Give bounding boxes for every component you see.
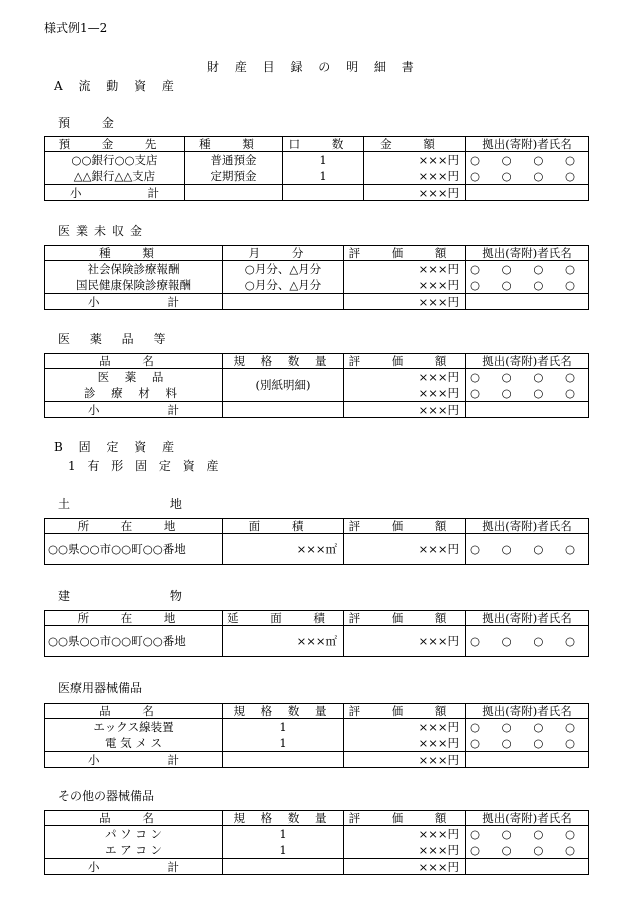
col-value: 評 価 額 xyxy=(344,611,466,626)
col-month: 月 分 xyxy=(223,246,344,261)
subtotal-label: 計 xyxy=(167,859,179,874)
item-name: エ ア コ ン xyxy=(105,843,162,857)
item-name: 電 気 メ ス xyxy=(105,736,162,750)
col-value: 評 価 額 xyxy=(344,354,466,369)
contributor-circles: ○ ○ ○ ○ xyxy=(469,262,585,276)
table-header-row xyxy=(45,246,589,261)
receivable-name: 国民健康保険診療報酬 xyxy=(76,278,191,292)
col-contributor: 拠出(寄附)者氏名 xyxy=(466,704,589,719)
receivable-month: ○月分、△月分 xyxy=(244,278,322,292)
bank-name: △△銀行△△支店 xyxy=(73,169,156,183)
item-qty: 1 xyxy=(279,827,287,841)
contributor-circles: ○ ○ ○ ○ xyxy=(469,827,585,841)
contributor-circles: ○ ○ ○ ○ xyxy=(469,153,585,167)
contributor-circles: ○ ○ ○ ○ xyxy=(469,370,585,384)
value: ×××円 xyxy=(418,386,459,400)
col-item: 品 名 xyxy=(45,811,223,826)
subtotal-label: 小 xyxy=(88,859,100,874)
subtotal-label: 計 xyxy=(147,185,159,200)
subtotal-label: 計 xyxy=(167,752,179,767)
contributor-circles: ○ ○ ○ ○ xyxy=(469,843,585,857)
form-id: 様式例1—2 xyxy=(44,21,108,35)
value: ×××円 xyxy=(418,736,459,750)
table-header-row xyxy=(45,811,589,826)
medicines-heading: 医 薬 品 等 xyxy=(58,332,174,346)
col-contributor: 拠出(寄附)者氏名 xyxy=(466,137,589,152)
receivables-table xyxy=(44,245,589,310)
col-type: 種 類 xyxy=(45,246,223,261)
value: ×××円 xyxy=(418,370,459,384)
col-contributor: 拠出(寄附)者氏名 xyxy=(466,519,589,534)
subtotal-amount: ×××円 xyxy=(344,752,466,768)
item-qty: 1 xyxy=(279,843,287,857)
table-header-row xyxy=(45,611,589,626)
col-type: 種 類 xyxy=(185,137,283,152)
table-row xyxy=(45,626,589,657)
col-location: 所 在 地 xyxy=(45,519,223,534)
contributor-circles: ○ ○ ○ ○ xyxy=(469,720,585,734)
subtotal-row xyxy=(45,752,589,768)
medicines-table xyxy=(44,353,589,418)
item-name: 診 療 材 料 xyxy=(84,386,183,400)
subtotal-label: 小 xyxy=(70,185,82,200)
col-item: 品 名 xyxy=(45,354,223,369)
subtotal-amount: ×××円 xyxy=(344,402,466,418)
subtotal-label: 小 xyxy=(88,294,100,309)
col-floor-area: 延 面 積 xyxy=(223,611,344,626)
col-item: 品 名 xyxy=(45,704,223,719)
item-qty: 1 xyxy=(279,736,287,750)
land-location: ○○県○○市○○町○○番地 xyxy=(45,534,223,565)
subtotal-amount: ×××円 xyxy=(364,185,466,201)
land-heading: 土 地 xyxy=(58,497,230,511)
receivables-heading: 医業未収金 xyxy=(58,224,149,238)
subtotal-row xyxy=(45,294,589,310)
subtotal-label: 小 xyxy=(88,752,100,767)
value: ×××円 xyxy=(418,843,459,857)
col-spec: 規 格 数 量 xyxy=(223,354,344,369)
item-name: 医 薬 品 xyxy=(97,370,170,384)
subtotal-label: 計 xyxy=(167,402,179,417)
item-name: エックス線装置 xyxy=(93,720,174,734)
table-header-row xyxy=(45,519,589,534)
col-count: 口 数 xyxy=(283,137,364,152)
amount: ×××円 xyxy=(418,153,459,167)
col-value: 評 価 額 xyxy=(344,704,466,719)
deposits-table xyxy=(44,136,589,201)
value: ×××円 xyxy=(418,262,459,276)
receivable-name: 社会保険診療報酬 xyxy=(87,262,180,276)
value: ×××円 xyxy=(418,827,459,841)
subsection-tangible-assets: 1 有 形 固 定 資 産 xyxy=(68,459,223,473)
col-contributor: 拠出(寄附)者氏名 xyxy=(466,246,589,261)
col-area: 面 積 xyxy=(223,519,344,534)
subtotal-row xyxy=(45,859,589,875)
subtotal-label: 小 xyxy=(88,402,100,417)
receivable-month: ○月分、△月分 xyxy=(244,262,322,276)
subtotal-row xyxy=(45,185,589,201)
contributor-circles: ○ ○ ○ ○ xyxy=(469,386,585,400)
spec-note: (別紙明細) xyxy=(223,369,344,402)
account-count: 1 xyxy=(319,153,327,167)
table-row xyxy=(45,534,589,565)
building-area: ×××㎡ xyxy=(223,626,344,657)
contributor-circles: ○ ○ ○ ○ xyxy=(469,169,585,183)
table-header-row xyxy=(45,137,589,152)
col-spec: 規 格 数 量 xyxy=(223,811,344,826)
deposits-heading: 預 金 xyxy=(58,116,128,130)
col-amount: 金 額 xyxy=(364,137,466,152)
bank-name: ○○銀行○○支店 xyxy=(71,153,158,167)
table-row xyxy=(45,369,589,402)
other-equipment-heading: その他の器械備品 xyxy=(58,789,155,803)
col-bank: 預 金 先 xyxy=(45,137,185,152)
amount: ×××円 xyxy=(418,169,459,183)
table-header-row xyxy=(45,704,589,719)
col-contributor: 拠出(寄附)者氏名 xyxy=(466,611,589,626)
land-area: ×××㎡ xyxy=(223,534,344,565)
section-fixed-assets: B 固 定 資 産 xyxy=(54,440,181,454)
account-count: 1 xyxy=(319,169,327,183)
deposit-type: 普通預金 xyxy=(210,153,257,167)
table-header-row xyxy=(45,354,589,369)
contributor-circles: ○ ○ ○ ○ xyxy=(466,534,589,565)
contributor-circles: ○ ○ ○ ○ xyxy=(466,626,589,657)
section-current-assets: A 流 動 資 産 xyxy=(54,79,180,93)
table-row xyxy=(45,261,589,294)
table-row xyxy=(45,152,589,185)
item-qty: 1 xyxy=(279,720,287,734)
col-spec: 規 格 数 量 xyxy=(223,704,344,719)
col-contributor: 拠出(寄附)者氏名 xyxy=(466,811,589,826)
table-row xyxy=(45,826,589,859)
land-table xyxy=(44,518,589,565)
building-table xyxy=(44,610,589,657)
col-location: 所 在 地 xyxy=(45,611,223,626)
col-contributor: 拠出(寄附)者氏名 xyxy=(466,354,589,369)
building-heading: 建 物 xyxy=(58,589,230,603)
col-value: 評 価 額 xyxy=(344,246,466,261)
building-location: ○○県○○市○○町○○番地 xyxy=(45,626,223,657)
subtotal-row xyxy=(45,402,589,418)
value: ×××円 xyxy=(418,720,459,734)
document-title: 財 産 目 録 の 明 細 書 xyxy=(207,60,420,74)
medical-equipment-heading: 医療用器械備品 xyxy=(58,681,143,695)
subtotal-label: 計 xyxy=(167,294,179,309)
subtotal-amount: ×××円 xyxy=(344,859,466,875)
building-value: ×××円 xyxy=(344,626,466,657)
value: ×××円 xyxy=(418,278,459,292)
medical-equipment-table xyxy=(44,703,589,768)
land-value: ×××円 xyxy=(344,534,466,565)
deposit-type: 定期預金 xyxy=(210,169,257,183)
contributor-circles: ○ ○ ○ ○ xyxy=(469,736,585,750)
col-value: 評 価 額 xyxy=(344,519,466,534)
item-name: パ ソ コ ン xyxy=(105,827,162,841)
subtotal-amount: ×××円 xyxy=(344,294,466,310)
table-row xyxy=(45,719,589,752)
other-equipment-table xyxy=(44,810,589,875)
contributor-circles: ○ ○ ○ ○ xyxy=(469,278,585,292)
col-value: 評 価 額 xyxy=(344,811,466,826)
